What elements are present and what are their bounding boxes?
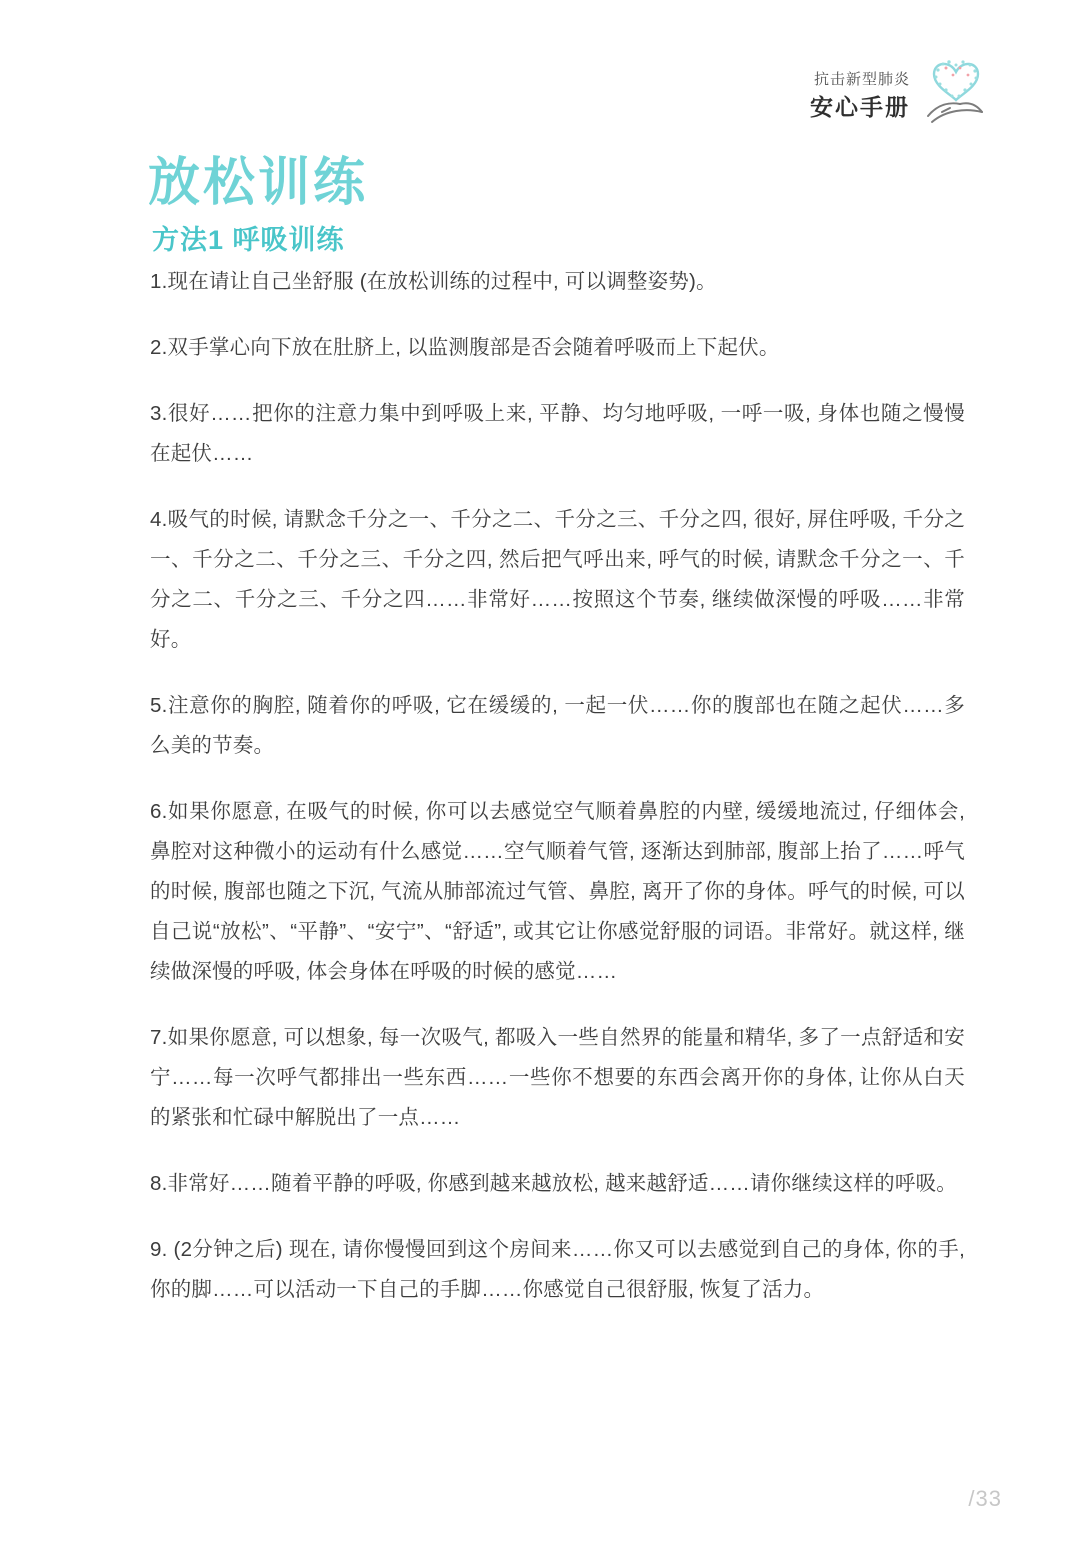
heart-in-hands-icon (916, 42, 994, 128)
paragraph: 4.吸气的时候, 请默念千分之一、千分之二、千分之三、千分之四, 很好, 屏住呼吸, 千分之一、千分之二、千分之三、千分之四, 然后把气呼出来, 呼气的时候, 请默念千分之一、千分之二、千分之三、千分之四……非常好……按照这个节奏, 继续做深慢的呼吸……非常好。 (150, 508, 965, 651)
section-subtitle: 方法1 呼吸训练 (152, 225, 345, 256)
paragraph: 8.非常好……随着平静的呼吸, 你感到越来越放松, 越来越舒适……请你继续这样的呼吸。 (150, 1172, 957, 1195)
brand-logo (810, 42, 994, 128)
page-number: /33 (968, 1486, 1002, 1511)
paragraph: 1.现在请让自己坐舒服 (在放松训练的过程中, 可以调整姿势)。 (150, 270, 717, 293)
brand-text (810, 71, 910, 129)
paragraph: 5.注意你的胸腔, 随着你的呼吸, 它在缓缓的, 一起一伏……你的腹部也在随之起伏……多么美的节奏。 (150, 694, 965, 757)
brand-tagline: 抗击新型肺炎 (813, 70, 910, 88)
brand-name: 安心手册 (810, 94, 910, 121)
paragraph: 9. (2分钟之后) 现在, 请你慢慢回到这个房间来……你又可以去感觉到自己的身体, 你的手, 你的脚……可以活动一下自己的手脚……你感觉自己很舒服, 恢复了活力。 (150, 1238, 965, 1301)
paragraph: 2.双手掌心向下放在肚脐上, 以监测腹部是否会随着呼吸而上下起伏。 (150, 336, 780, 359)
page-title: 放松训练 (148, 153, 369, 212)
document-body (150, 262, 965, 1310)
paragraph: 3.很好……把你的注意力集中到呼吸上来, 平静、均匀地呼吸, 一呼一吸, 身体也随之慢慢在起伏…… (150, 402, 965, 465)
paragraph: 7.如果你愿意, 可以想象, 每一次吸气, 都吸入一些自然界的能量和精华, 多了一点舒适和安宁……每一次呼气都排出一些东西……一些你不想要的东西会离开你的身体, 让你从白天的紧张和忙碌中解脱出了一点…… (150, 1026, 965, 1129)
paragraph: 6.如果你愿意, 在吸气的时候, 你可以去感觉空气顺着鼻腔的内壁, 缓缓地流过, 仔细体会, 鼻腔对这种微小的运动有什么感觉……空气顺着气管, 逐渐达到肺部, 腹部上抬了……呼气的时候, 腹部也随之下沉, 气流从肺部流过气管、鼻腔, 离开了你的身体。呼气的时候, 可以自己说“放松”、“平静”、“安宁”、“舒适”, 或其它让你感觉舒服的词语。非常好。就这样, 继续做深慢的呼吸, 体会身体在呼吸的时候的感觉…… (150, 800, 965, 983)
